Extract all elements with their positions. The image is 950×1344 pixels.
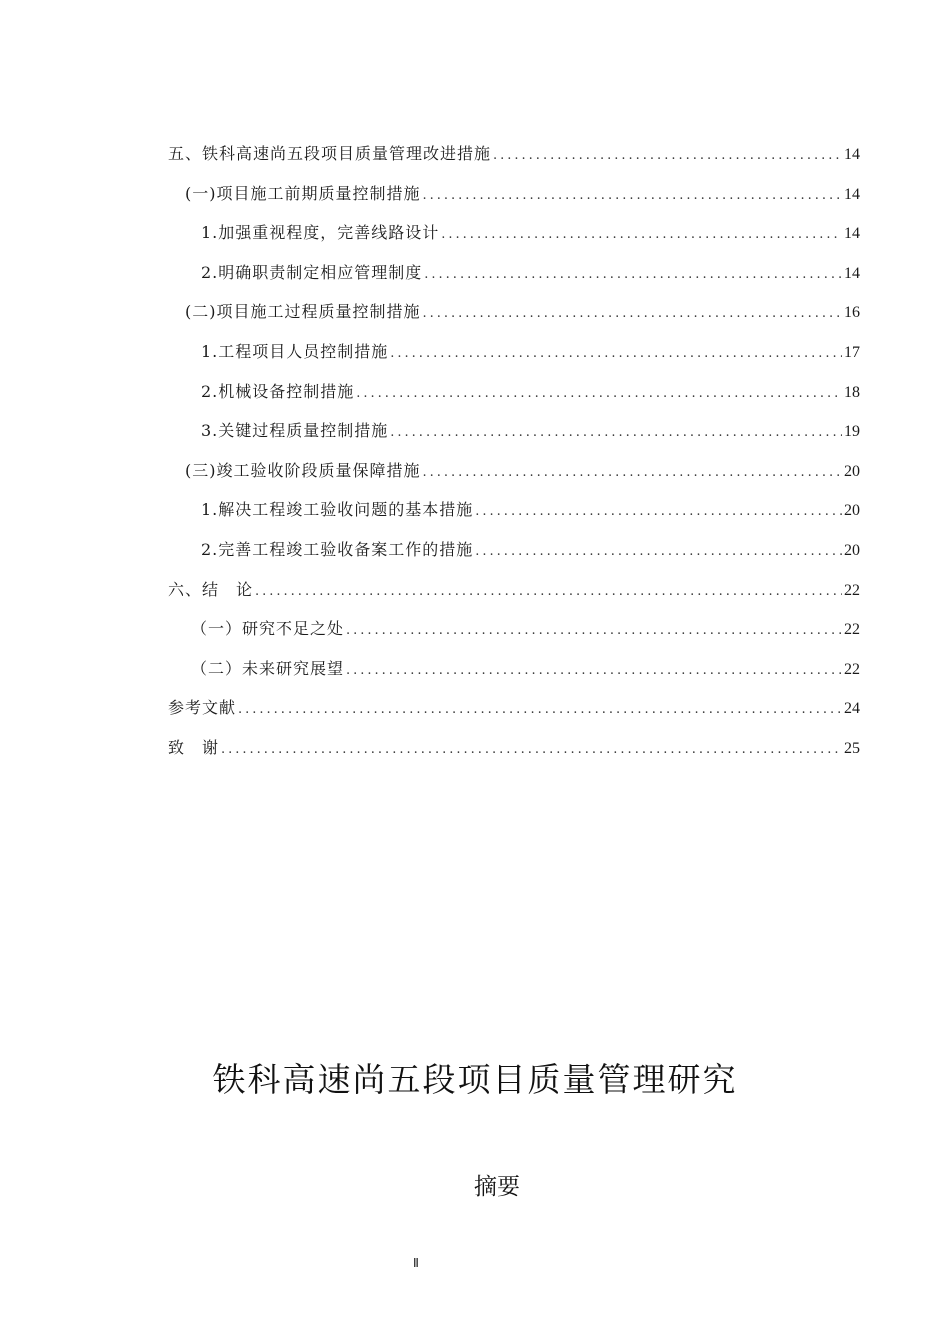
toc-leader-dots bbox=[221, 737, 842, 763]
table-of-contents bbox=[168, 141, 860, 775]
toc-entry[interactable] bbox=[168, 339, 860, 379]
toc-entry[interactable] bbox=[168, 577, 860, 617]
toc-leader-dots bbox=[390, 420, 842, 446]
toc-entry[interactable] bbox=[168, 299, 860, 339]
toc-entry-label: 参考文献 bbox=[168, 698, 237, 718]
toc-entry-page: 25 bbox=[844, 739, 860, 757]
toc-entry-page: 14 bbox=[844, 146, 860, 163]
toc-leader-dots bbox=[356, 381, 842, 407]
toc-entry-page: 22 bbox=[844, 660, 860, 678]
toc-entry-page: 14 bbox=[844, 264, 860, 282]
toc-entry[interactable] bbox=[168, 497, 860, 537]
toc-entry-page: 20 bbox=[844, 462, 860, 480]
toc-entry[interactable] bbox=[168, 260, 860, 300]
toc-leader-dots bbox=[238, 697, 842, 723]
toc-entry-page: 19 bbox=[844, 423, 860, 441]
document-title: 铁科高速尚五段项目质量管理研究 bbox=[212, 1060, 738, 1099]
toc-entry[interactable] bbox=[168, 418, 860, 458]
toc-entry-page: 22 bbox=[844, 621, 860, 639]
toc-leader-dots bbox=[423, 460, 843, 486]
toc-leader-dots bbox=[346, 658, 842, 684]
toc-entry[interactable] bbox=[168, 656, 860, 696]
toc-entry-label: （一）研究不足之处 bbox=[191, 619, 345, 639]
toc-leader-dots bbox=[255, 579, 842, 605]
toc-leader-dots bbox=[390, 341, 842, 367]
toc-entry-label: 3.关键过程质量控制措施 bbox=[201, 421, 389, 441]
toc-entry[interactable] bbox=[168, 735, 860, 775]
toc-entry-page: 24 bbox=[844, 700, 860, 718]
toc-entry-page: 14 bbox=[844, 225, 860, 243]
toc-leader-dots bbox=[475, 539, 842, 565]
toc-entry-page: 18 bbox=[844, 383, 860, 401]
toc-entry-label: 致 谢 bbox=[168, 737, 220, 757]
toc-entry[interactable] bbox=[168, 220, 860, 260]
toc-entry-page: 16 bbox=[844, 304, 860, 322]
toc-leader-dots bbox=[346, 618, 842, 644]
toc-entry[interactable] bbox=[168, 458, 860, 498]
page-number: Ⅱ bbox=[413, 1256, 419, 1270]
toc-entry-label: (一)项目施工前期质量控制措施 bbox=[185, 183, 421, 203]
toc-entry[interactable] bbox=[168, 695, 860, 735]
toc-entry[interactable] bbox=[168, 379, 860, 419]
toc-leader-dots bbox=[424, 262, 842, 288]
abstract-heading: 摘要 bbox=[474, 1174, 520, 1200]
toc-entry-label: 五、铁科高速尚五段项目质量管理改进措施 bbox=[168, 144, 492, 163]
toc-entry-label: 2.明确职责制定相应管理制度 bbox=[201, 262, 423, 282]
toc-entry-page: 20 bbox=[844, 541, 860, 559]
toc-entry-page: 14 bbox=[844, 185, 860, 203]
toc-entry-label: 六、结 论 bbox=[168, 579, 254, 599]
toc-entry[interactable] bbox=[168, 141, 860, 181]
toc-entry-label: （二）未来研究展望 bbox=[191, 658, 345, 678]
toc-entry-page: 22 bbox=[844, 581, 860, 599]
toc-entry-label: (三)竣工验收阶段质量保障措施 bbox=[185, 460, 421, 480]
toc-leader-dots bbox=[441, 222, 842, 248]
toc-entry-page: 20 bbox=[844, 502, 860, 520]
toc-entry-label: 2.完善工程竣工验收备案工作的措施 bbox=[201, 539, 474, 559]
toc-entry-label: (二)项目施工过程质量控制措施 bbox=[185, 302, 421, 322]
toc-entry-label: 1.加强重视程度，完善线路设计 bbox=[201, 223, 440, 243]
toc-entry-label: 2.机械设备控制措施 bbox=[201, 381, 355, 401]
toc-leader-dots bbox=[423, 301, 843, 327]
toc-entry-label: 1.解决工程竣工验收问题的基本措施 bbox=[201, 500, 474, 520]
toc-leader-dots bbox=[423, 183, 843, 209]
toc-entry-label: 1.工程项目人员控制措施 bbox=[201, 341, 389, 361]
toc-leader-dots bbox=[493, 143, 842, 169]
toc-entry[interactable] bbox=[168, 181, 860, 221]
toc-leader-dots bbox=[475, 499, 842, 525]
toc-entry-page: 17 bbox=[844, 343, 860, 361]
toc-entry[interactable] bbox=[168, 537, 860, 577]
toc-entry[interactable] bbox=[168, 616, 860, 656]
